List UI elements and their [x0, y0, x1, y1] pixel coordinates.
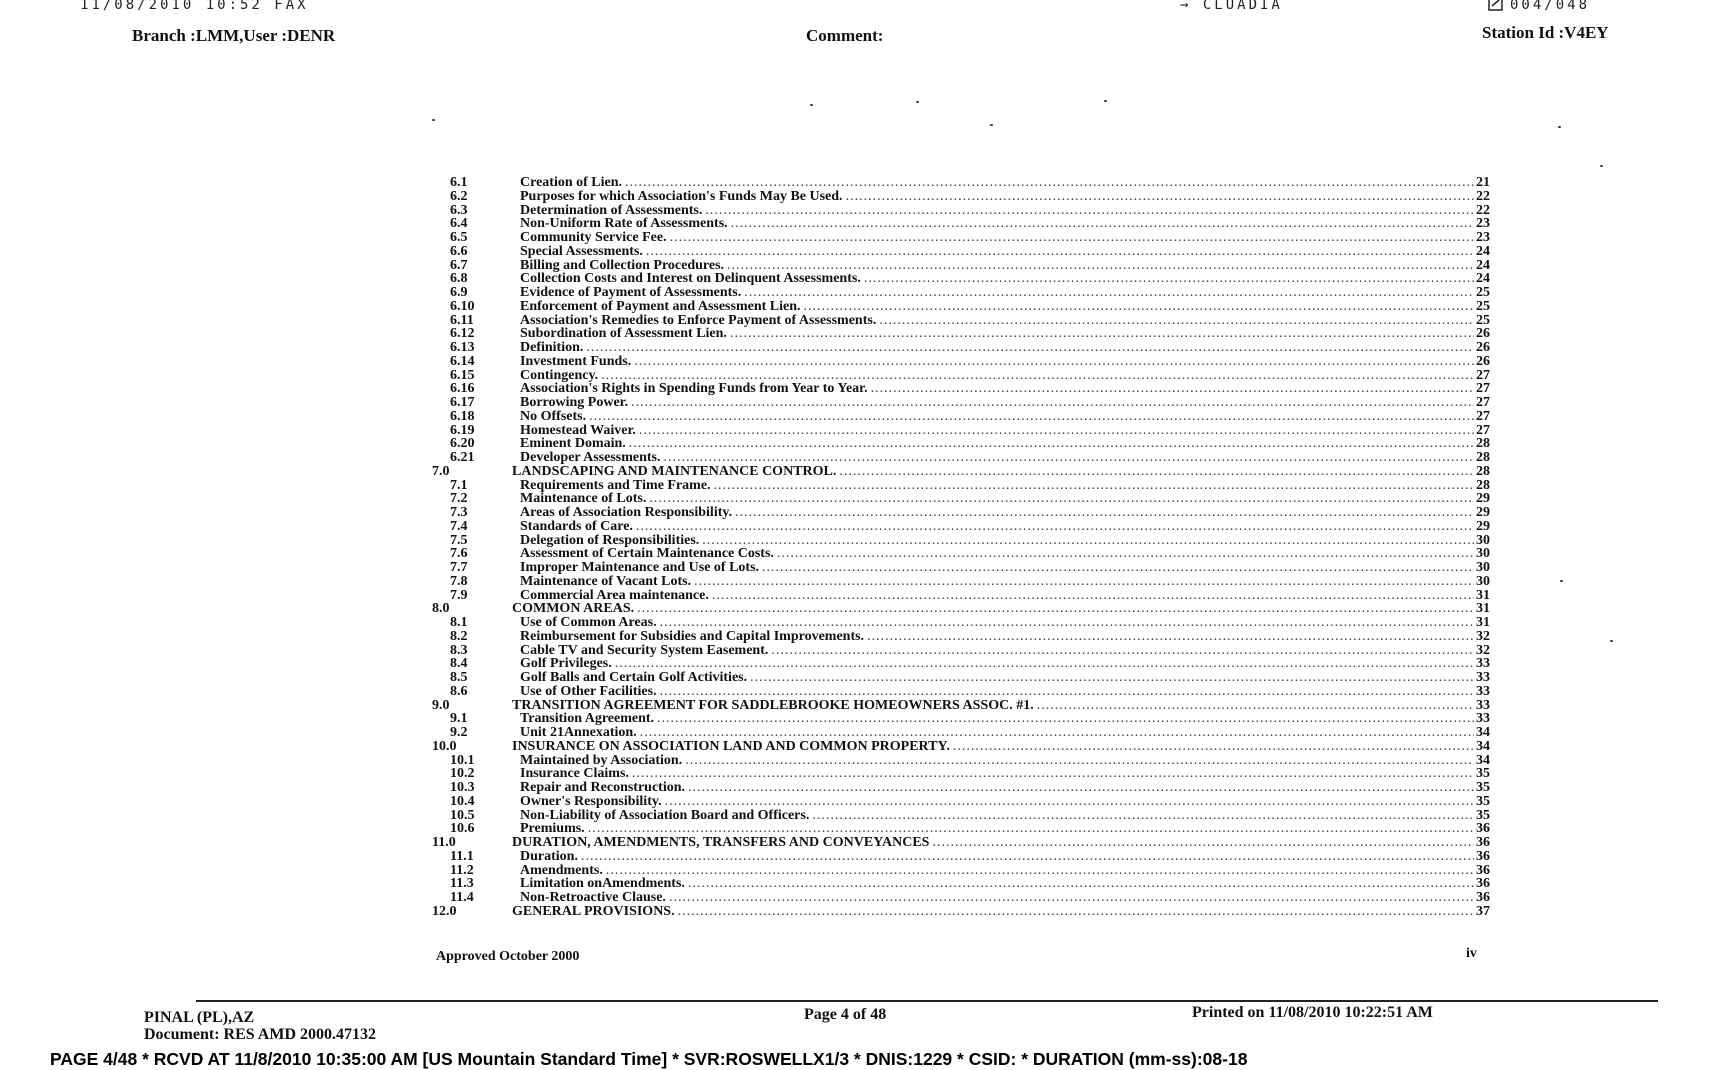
toc-entry — [420, 850, 1490, 864]
toc-entry-number: 7.9 — [450, 587, 468, 603]
toc-dot-leader — [588, 822, 1474, 836]
toc-entry-page: 33 — [1476, 683, 1490, 699]
county-label: PINAL (PL),AZ — [144, 1009, 255, 1026]
branch-user: Branch :LMM,User :DENR — [132, 26, 336, 45]
toc-entry-page: 34 — [1476, 752, 1490, 768]
toc-dot-leader — [731, 217, 1474, 231]
toc-entry — [420, 685, 1490, 699]
toc-dot-leader — [660, 616, 1474, 630]
toc-entry — [420, 644, 1490, 658]
toc-entry-number: 7.2 — [450, 491, 468, 507]
toc-dot-leader — [637, 602, 1474, 616]
toc-entry-page: 22 — [1476, 188, 1490, 204]
toc-entry-title: Commercial Area maintenance. — [520, 587, 709, 603]
toc-entry-number: 6.3 — [450, 202, 468, 218]
toc-entry-title: Non-Liability of Association Board and Officers. — [520, 807, 810, 823]
toc-entry — [420, 355, 1490, 369]
toc-entry — [420, 657, 1490, 671]
toc-entry-page: 28 — [1476, 436, 1490, 452]
toc-entry-number: 6.4 — [450, 216, 468, 232]
toc-entry-page: 26 — [1476, 340, 1490, 355]
toc-entry-title: Insurance Claims. — [520, 766, 629, 782]
toc-dot-leader — [846, 190, 1474, 204]
toc-dot-leader — [777, 547, 1474, 561]
toc-entry-page: 36 — [1476, 835, 1490, 850]
toc-entry — [420, 245, 1490, 259]
toc-entry-number: 6.14 — [450, 353, 475, 369]
toc-entry-page: 35 — [1476, 780, 1490, 795]
toc-dot-leader — [632, 767, 1474, 781]
toc-entry — [420, 492, 1490, 506]
toc-entry-page: 27 — [1476, 422, 1490, 438]
toc-entry-number: 7.5 — [450, 532, 468, 548]
toc-dot-leader — [629, 437, 1474, 451]
toc-entry-page: 27 — [1476, 367, 1490, 383]
toc-dot-leader — [586, 341, 1474, 355]
toc-entry-number: 8.1 — [450, 615, 468, 630]
toc-dot-leader — [625, 176, 1474, 190]
toc-entry-number: 6.2 — [450, 188, 468, 204]
toc-entry-page: 37 — [1476, 903, 1490, 919]
toc-entry-title: Community Service Fee. — [520, 230, 667, 245]
toc-entry-number: 6.16 — [450, 381, 475, 397]
toc-entry-number: 6.1 — [450, 175, 468, 190]
toc-entry-title: Owner's Responsibility. — [520, 793, 662, 809]
toc-entry-number: 10.3 — [450, 780, 475, 795]
toc-entry-number: 8.0 — [432, 601, 450, 617]
toc-dot-leader — [678, 905, 1474, 919]
toc-entry-number: 11.1 — [450, 848, 474, 864]
toc-entry — [420, 369, 1490, 383]
toc-entry — [420, 754, 1490, 768]
toc-entry-number: 7.0 — [432, 463, 450, 479]
toc-entry-page: 36 — [1476, 821, 1490, 837]
comment-label: Comment: — [806, 26, 884, 45]
toc-entry-number: 6.19 — [450, 422, 475, 438]
toc-entry-title: Standards of Care. — [520, 518, 633, 534]
toc-entry-page: 23 — [1476, 230, 1490, 245]
toc-entry-title: Assessment of Certain Maintenance Costs. — [520, 546, 774, 562]
toc-entry — [420, 410, 1490, 424]
toc-entry-number: 6.21 — [450, 450, 475, 465]
fax-header — [0, 0, 1728, 15]
toc-entry-number: 8.6 — [450, 683, 468, 699]
toc-entry — [420, 547, 1490, 561]
toc-entry-title: INSURANCE ON ASSOCIATION LAND AND COMMON PROPERTY. — [512, 738, 950, 754]
toc-entry — [420, 699, 1490, 713]
toc-dot-leader — [669, 891, 1474, 905]
toc-entry-number: 7.8 — [450, 573, 468, 589]
toc-entry-page: 35 — [1476, 766, 1490, 782]
toc-entry-title: Contingency. — [520, 367, 599, 383]
toc-dot-leader — [730, 327, 1474, 341]
toc-entry-page: 25 — [1476, 312, 1490, 328]
toc-entry-page: 24 — [1476, 257, 1490, 273]
toc-dot-leader — [812, 809, 1474, 823]
toc-entry-page: 33 — [1476, 697, 1490, 713]
toc-entry-number: 6.10 — [450, 298, 475, 314]
toc-dot-leader — [871, 382, 1474, 396]
toc-entry-title: Cable TV and Security System Easement. — [520, 642, 769, 658]
toc-dot-leader — [688, 877, 1474, 891]
toc-dot-leader — [660, 685, 1474, 699]
toc-dot-leader — [714, 479, 1474, 493]
toc-entry-title: Golf Privileges. — [520, 656, 612, 672]
toc-entry-title: Purposes for which Association's Funds May Be Used. — [520, 188, 843, 204]
toc-entry-number: 10.6 — [450, 821, 475, 837]
toc-entry-page: 32 — [1476, 628, 1490, 644]
toc-entry-title: Investment Funds. — [520, 353, 632, 369]
toc-dot-leader — [702, 534, 1474, 548]
toc-entry-page: 36 — [1476, 890, 1490, 905]
toc-entry — [420, 396, 1490, 410]
toc-entry-number: 11.4 — [450, 890, 474, 905]
toc-dot-leader — [606, 864, 1474, 878]
toc-entry-title: Collection Costs and Interest on Delinquent Assessments. — [520, 271, 861, 287]
toc-entry — [420, 176, 1490, 190]
toc-entry — [420, 272, 1490, 286]
toc-dot-leader — [589, 410, 1474, 424]
toc-dot-leader — [649, 492, 1474, 506]
toc-entry-number: 11.3 — [450, 876, 474, 892]
toc-entry-title: Homestead Waiver. — [520, 422, 636, 438]
toc-dot-leader — [639, 424, 1474, 438]
toc-entry-number: 6.8 — [450, 271, 468, 287]
toc-entry — [420, 836, 1490, 850]
toc-entry — [420, 190, 1490, 204]
fax-destination: → CLUADIA — [1180, 0, 1283, 13]
toc-entry — [420, 781, 1490, 795]
toc-entry — [420, 712, 1490, 726]
fax-page-icon — [1488, 0, 1504, 14]
toc-entry-page: 33 — [1476, 656, 1490, 672]
toc-entry-number: 11.2 — [450, 862, 474, 878]
toc-entry-page: 35 — [1476, 793, 1490, 809]
toc-entry — [420, 795, 1490, 809]
toc-entry — [420, 424, 1490, 438]
toc-entry-page: 28 — [1476, 450, 1490, 465]
toc-dot-leader — [664, 451, 1474, 465]
toc-entry-number: 10.0 — [432, 738, 457, 754]
toc-dot-leader — [879, 314, 1474, 328]
fax-page-counter: 004/048 — [1510, 0, 1591, 13]
toc-dot-leader — [864, 272, 1474, 286]
toc-entry-page: 33 — [1476, 670, 1490, 685]
toc-entry — [420, 864, 1490, 878]
toc-entry-page: 31 — [1476, 601, 1490, 617]
toc-entry-title: Billing and Collection Procedures. — [520, 257, 725, 273]
toc-entry-title: Premiums. — [520, 821, 585, 837]
toc-entry-number: 7.3 — [450, 505, 468, 520]
toc-entry-title: Enforcement of Payment and Assessment Lien. — [520, 298, 801, 314]
toc-entry — [420, 740, 1490, 754]
toc-entry-page: 25 — [1476, 285, 1490, 300]
toc-entry-page: 32 — [1476, 642, 1490, 658]
toc-entry-title: Use of Other Facilities. — [520, 683, 657, 699]
toc-entry-title: COMMON AREAS. — [512, 601, 635, 617]
toc-entry-title: Association's Rights in Spending Funds from Year to Year. — [520, 381, 868, 397]
toc-entry — [420, 300, 1490, 314]
toc-entry-page: 28 — [1476, 477, 1490, 493]
station-id: Station Id :V4EY — [1482, 23, 1609, 42]
toc-entry — [420, 877, 1490, 891]
toc-entry-page: 24 — [1476, 271, 1490, 287]
toc-entry-page: 30 — [1476, 560, 1490, 575]
toc-entry — [420, 382, 1490, 396]
toc-entry-number: 7.7 — [450, 560, 468, 575]
footer-divider — [196, 1000, 1658, 1002]
toc-entry-number: 6.20 — [450, 436, 475, 452]
toc-entry-title: Definition. — [520, 340, 584, 355]
toc-entry-title: Association's Remedies to Enforce Payment of Assessments. — [520, 312, 877, 328]
toc-dot-leader — [735, 506, 1474, 520]
toc-entry-number: 7.1 — [450, 477, 468, 493]
toc-entry-page: 27 — [1476, 381, 1490, 397]
toc-entry — [420, 231, 1490, 245]
toc-entry-title: Transition Agreement. — [520, 711, 655, 727]
toc-entry-number: 12.0 — [432, 903, 457, 919]
toc-entry — [420, 437, 1490, 451]
toc-entry-title: Requirements and Time Frame. — [520, 477, 711, 493]
toc-entry-number: 7.4 — [450, 518, 468, 534]
toc-entry-number: 7.6 — [450, 546, 468, 562]
toc-entry — [420, 479, 1490, 493]
toc-dot-leader — [685, 754, 1474, 768]
toc-dot-leader — [694, 575, 1474, 589]
toc-entry-page: 23 — [1476, 216, 1490, 232]
toc-dot-leader — [688, 781, 1474, 795]
toc-entry-page: 30 — [1476, 546, 1490, 562]
approved-date: Approved October 2000 — [436, 949, 580, 964]
toc-entry-number: 11.0 — [432, 835, 456, 850]
toc-entry-title: Non-Retroactive Clause. — [520, 890, 666, 905]
toc-entry-number: 10.4 — [450, 793, 475, 809]
toc-dot-leader — [750, 671, 1474, 685]
toc-entry — [420, 602, 1490, 616]
toc-dot-leader — [581, 850, 1474, 864]
toc-entry-title: Amendments. — [520, 862, 603, 878]
toc-entry-number: 10.1 — [450, 752, 475, 768]
toc-entry-title: Determination of Assessments. — [520, 202, 703, 218]
toc-entry-title: Maintenance of Vacant Lots. — [520, 573, 692, 589]
toc-entry — [420, 616, 1490, 630]
toc-entry — [420, 286, 1490, 300]
toc-entry-title: Golf Balls and Certain Golf Activities. — [520, 670, 748, 685]
toc-entry-title: Maintained by Association. — [520, 752, 683, 768]
toc-dot-leader — [762, 561, 1474, 575]
toc-entry — [420, 465, 1490, 479]
toc-entry — [420, 259, 1490, 273]
toc-entry — [420, 589, 1490, 603]
toc-entry-page: 24 — [1476, 243, 1490, 259]
toc-entry-page: 34 — [1476, 738, 1490, 754]
toc-entry-title: No Offsets. — [520, 408, 587, 424]
toc-dot-leader — [657, 712, 1474, 726]
toc-entry-title: Delegation of Responsibilities. — [520, 532, 700, 548]
toc-entry — [420, 506, 1490, 520]
toc-entry-number: 6.9 — [450, 285, 468, 300]
toc-entry-page: 26 — [1476, 326, 1490, 342]
toc-entry-title: Special Assessments. — [520, 243, 643, 259]
document-label: Document: RES AMD 2000.47132 — [144, 1026, 376, 1043]
toc-entry-page: 29 — [1476, 505, 1490, 520]
toc-dot-leader — [636, 520, 1474, 534]
toc-entry — [420, 451, 1490, 465]
toc-entry-title: Limitation onAmendments. — [520, 876, 685, 892]
toc-entry — [420, 204, 1490, 218]
toc-entry-page: 36 — [1476, 862, 1490, 878]
toc-entry-number: 6.7 — [450, 257, 468, 273]
toc-entry-title: Use of Common Areas. — [520, 615, 657, 630]
toc-dot-leader — [634, 355, 1474, 369]
toc-dot-leader — [705, 204, 1474, 218]
toc-entry-page: 31 — [1476, 587, 1490, 603]
toc-entry-title: Borrowing Power. — [520, 395, 629, 410]
toc-dot-leader — [932, 836, 1474, 850]
toc-entry-page: 36 — [1476, 876, 1490, 892]
toc-entry — [420, 726, 1490, 740]
toc-dot-leader — [615, 657, 1474, 671]
toc-entry-page: 30 — [1476, 532, 1490, 548]
toc-entry-title: Developer Assessments. — [520, 450, 661, 465]
toc-entry-page: 36 — [1476, 848, 1490, 864]
toc-dot-leader — [839, 465, 1474, 479]
toc-entry-number: 8.3 — [450, 642, 468, 658]
toc-entry-page: 33 — [1476, 711, 1490, 727]
toc-entry-number: 6.12 — [450, 326, 475, 342]
toc-entry — [420, 767, 1490, 781]
toc-entry-title: GENERAL PROVISIONS. — [512, 903, 675, 919]
toc-entry-title: Reimbursement for Subsidies and Capital Improvements. — [520, 628, 865, 644]
toc-dot-leader — [804, 300, 1474, 314]
toc-entry-title: Maintenance of Lots. — [520, 491, 647, 507]
toc-entry-page: 35 — [1476, 807, 1490, 823]
toc-dot-leader — [771, 644, 1474, 658]
toc-entry — [420, 534, 1490, 548]
toc-entry — [420, 341, 1490, 355]
toc-entry-number: 8.5 — [450, 670, 468, 685]
toc-entry — [420, 520, 1490, 534]
toc-dot-leader — [665, 795, 1474, 809]
toc-dot-leader — [646, 245, 1474, 259]
toc-dot-leader — [640, 726, 1474, 740]
toc-dot-leader — [867, 630, 1474, 644]
toc-dot-leader — [1037, 699, 1474, 713]
toc-dot-leader — [601, 369, 1474, 383]
toc-dot-leader — [631, 396, 1474, 410]
toc-entry — [420, 809, 1490, 823]
page-of-label: Page 4 of 48 — [804, 1006, 887, 1023]
toc-entry-number: 8.2 — [450, 628, 468, 644]
toc-entry-title: DURATION, AMENDMENTS, TRANSFERS AND CONVEYANCES — [512, 835, 930, 850]
toc-entry-number: 10.5 — [450, 807, 475, 823]
toc-entry-title: LANDSCAPING AND MAINTENANCE CONTROL. — [512, 463, 837, 479]
toc-entry-number: 6.13 — [450, 340, 475, 355]
toc-dot-leader — [727, 259, 1474, 273]
toc-entry-number: 6.18 — [450, 408, 475, 424]
toc-dot-leader — [712, 589, 1474, 603]
toc-entry-title: Subordination of Assessment Lien. — [520, 326, 727, 342]
toc-entry-number: 6.17 — [450, 395, 475, 410]
toc-entry-page: 29 — [1476, 518, 1490, 534]
toc-entry-page: 28 — [1476, 463, 1490, 479]
toc-entry-title: Areas of Association Responsibility. — [520, 505, 733, 520]
toc-entry-title: Improper Maintenance and Use of Lots. — [520, 560, 760, 575]
toc-entry-number: 6.5 — [450, 230, 468, 245]
toc-entry-title: Repair and Reconstruction. — [520, 780, 686, 795]
toc-entry — [420, 891, 1490, 905]
toc-entry — [420, 575, 1490, 589]
toc-entry-number: 6.6 — [450, 243, 468, 259]
toc-entry-number: 6.15 — [450, 367, 475, 383]
toc-entry-title: Non-Uniform Rate of Assessments. — [520, 216, 728, 232]
toc-entry-number: 8.4 — [450, 656, 468, 672]
toc-entry-page: 31 — [1476, 615, 1490, 630]
toc-entry-page: 27 — [1476, 408, 1490, 424]
toc-entry — [420, 314, 1490, 328]
toc-entry-number: 9.2 — [450, 725, 468, 740]
toc-entry-title: Creation of Lien. — [520, 175, 623, 190]
toc-dot-leader — [670, 231, 1474, 245]
toc-entry-title: Duration. — [520, 848, 578, 864]
toc-entry-page: 25 — [1476, 298, 1490, 314]
toc-entry-page: 34 — [1476, 725, 1490, 740]
toc-entry — [420, 217, 1490, 231]
printed-on-label: Printed on 11/08/2010 10:22:51 AM — [1192, 1004, 1433, 1021]
toc-entry-page: 22 — [1476, 202, 1490, 218]
toc-entry-page: 26 — [1476, 353, 1490, 369]
toc-entry-title: TRANSITION AGREEMENT FOR SADDLEBROOKE HOMEOWNERS ASSOC. #1. — [512, 697, 1034, 713]
fax-datetime: 11/08/2010 10:52 FAX — [80, 0, 309, 13]
toc-entry-title: Evidence of Payment of Assessments. — [520, 285, 742, 300]
toc-entry-number: 9.0 — [432, 697, 450, 713]
toc-entry-page: 27 — [1476, 395, 1490, 410]
toc-dot-leader — [953, 740, 1474, 754]
toc-entry — [420, 671, 1490, 685]
toc-entry-page: 21 — [1476, 175, 1490, 190]
fax-receive-footer: PAGE 4/48 * RCVD AT 11/8/2010 10:35:00 AM [US Mountain Standard Time] * SVR:ROSWELLX1/3 * DNIS:1229 * CSID: * DURATION (mm-ss):08-18 — [50, 1049, 1248, 1069]
toc-entry — [420, 327, 1490, 341]
toc-entry-number: 6.11 — [450, 312, 474, 328]
toc-entry-title: Eminent Domain. — [520, 436, 626, 452]
toc-entry-number: 9.1 — [450, 711, 468, 727]
toc-entry — [420, 822, 1490, 836]
toc-entry-number: 10.2 — [450, 766, 475, 782]
toc-entry — [420, 905, 1490, 919]
roman-page-number: iv — [1466, 946, 1477, 961]
toc-dot-leader — [744, 286, 1474, 300]
toc-entry-page: 30 — [1476, 573, 1490, 589]
toc-entry-page: 29 — [1476, 491, 1490, 507]
toc-entry — [420, 561, 1490, 575]
toc-entry — [420, 630, 1490, 644]
toc-entry-title: Unit 21Annexation. — [520, 725, 637, 740]
table-of-contents — [420, 176, 1490, 919]
